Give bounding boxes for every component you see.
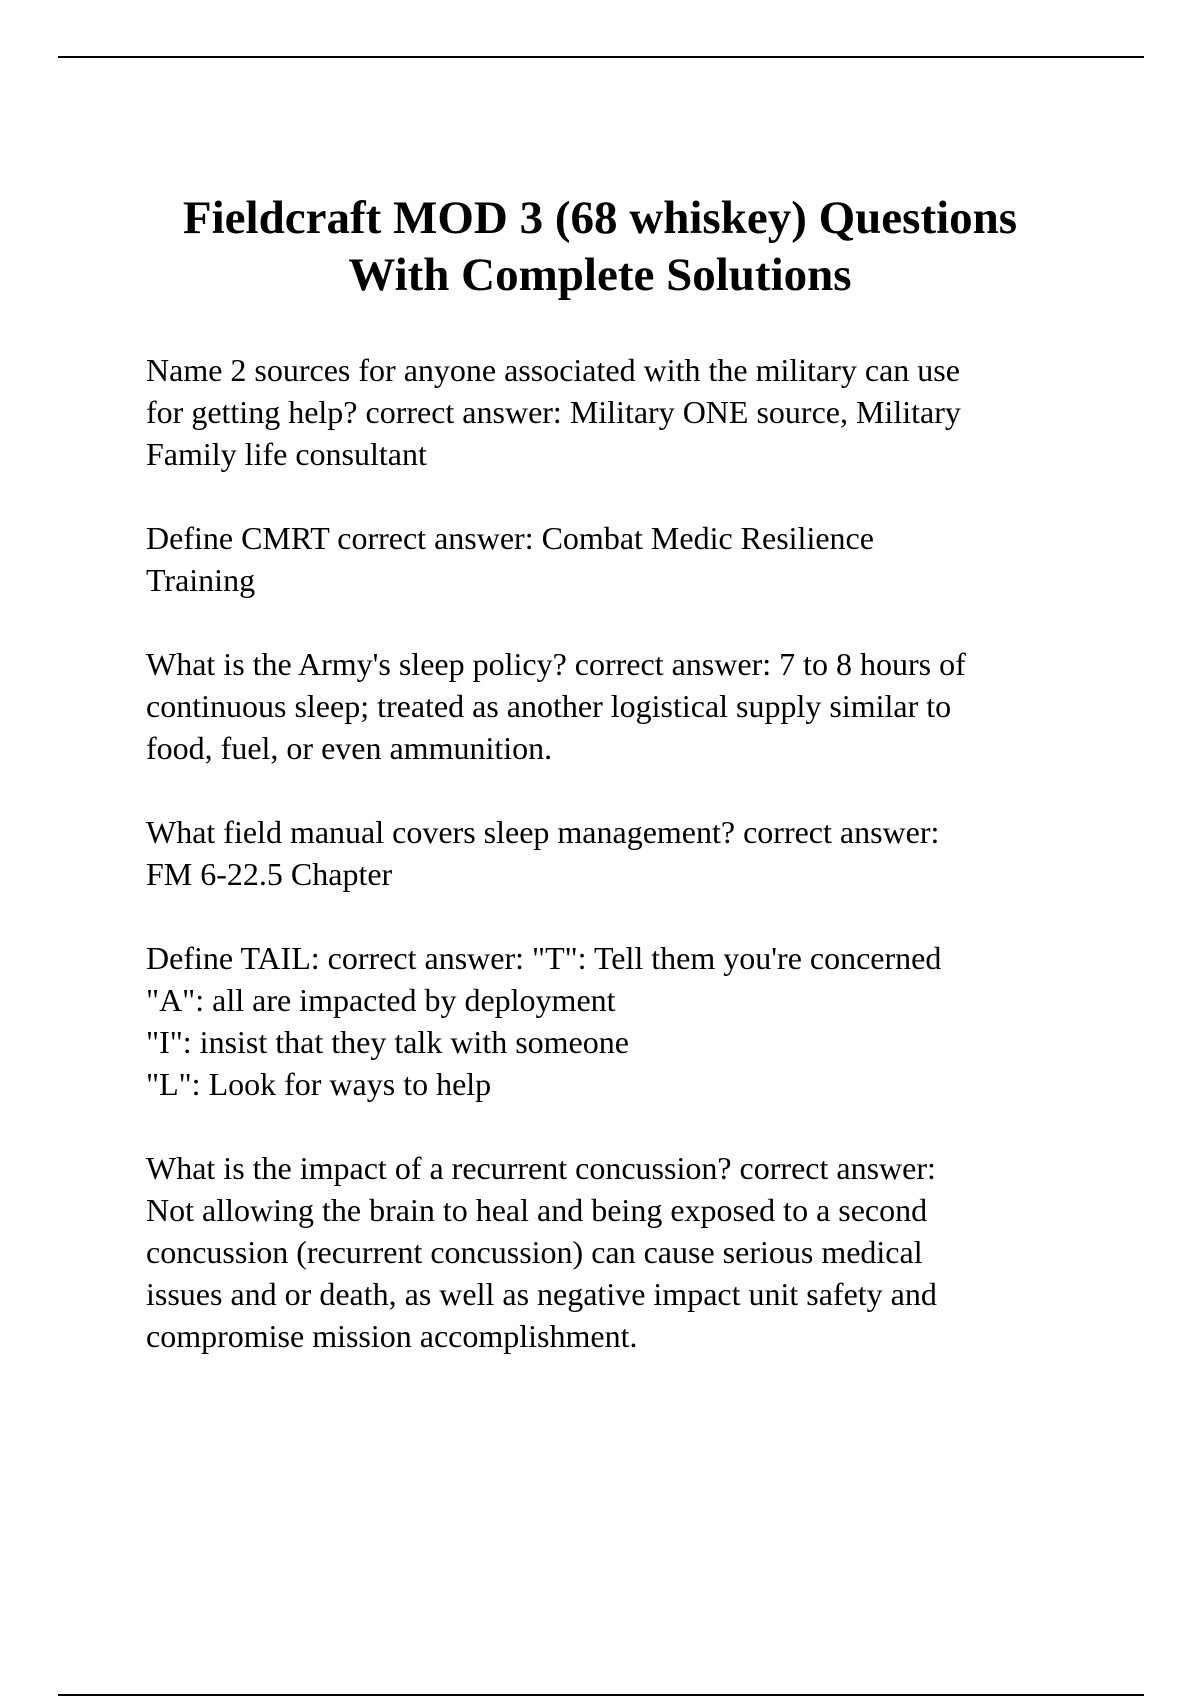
question-list [146, 349, 1106, 1357]
text-line: "A": all are impacted by deployment [146, 982, 616, 1018]
text-line: continuous sleep; treated as another logistical supply similar to [146, 688, 952, 724]
header-rule [58, 56, 1144, 58]
question-item-sleep-field-manual [146, 811, 1106, 895]
title-line-2: With Complete Solutions [348, 249, 852, 301]
text-line: "I": insist that they talk with someone [146, 1024, 629, 1060]
text-line: Family life consultant [146, 436, 427, 472]
document-title [100, 190, 1100, 304]
text-line: for getting help? correct answer: Military ONE source, Military [146, 394, 961, 430]
text-line: "L": Look for ways to help [146, 1066, 492, 1102]
text-line: compromise mission accomplishment. [146, 1318, 638, 1354]
text-line: food, fuel, or even ammunition. [146, 730, 553, 766]
text-line: issues and or death, as well as negative impact unit safety and [146, 1276, 937, 1312]
text-line: What is the Army's sleep policy? correct answer: 7 to 8 hours of [146, 646, 966, 682]
title-line-1: Fieldcraft MOD 3 (68 whiskey) Questions [182, 192, 1018, 244]
text-line: What field manual covers sleep management? correct answer: [146, 814, 940, 850]
text-line: concussion (recurrent concussion) can cause serious medical [146, 1234, 923, 1270]
text-line: What is the impact of a recurrent concussion? correct answer: [146, 1150, 936, 1186]
text-line: Define TAIL: correct answer: "T": Tell them you're concerned [146, 940, 942, 976]
question-item-military-help-sources [146, 349, 1106, 475]
question-item-sleep-policy [146, 643, 1106, 769]
text-line: Name 2 sources for anyone associated with the military can use [146, 352, 960, 388]
question-item-recurrent-concussion [146, 1147, 1106, 1357]
question-item-tail [146, 937, 1106, 1105]
footer-rule [58, 1694, 1144, 1696]
text-line: Not allowing the brain to heal and being exposed to a second [146, 1192, 928, 1228]
text-line: FM 6-22.5 Chapter [146, 856, 393, 892]
question-item-cmrt [146, 517, 1106, 601]
text-line: Training [146, 562, 256, 598]
text-line: Define CMRT correct answer: Combat Medic Resilience [146, 520, 874, 556]
